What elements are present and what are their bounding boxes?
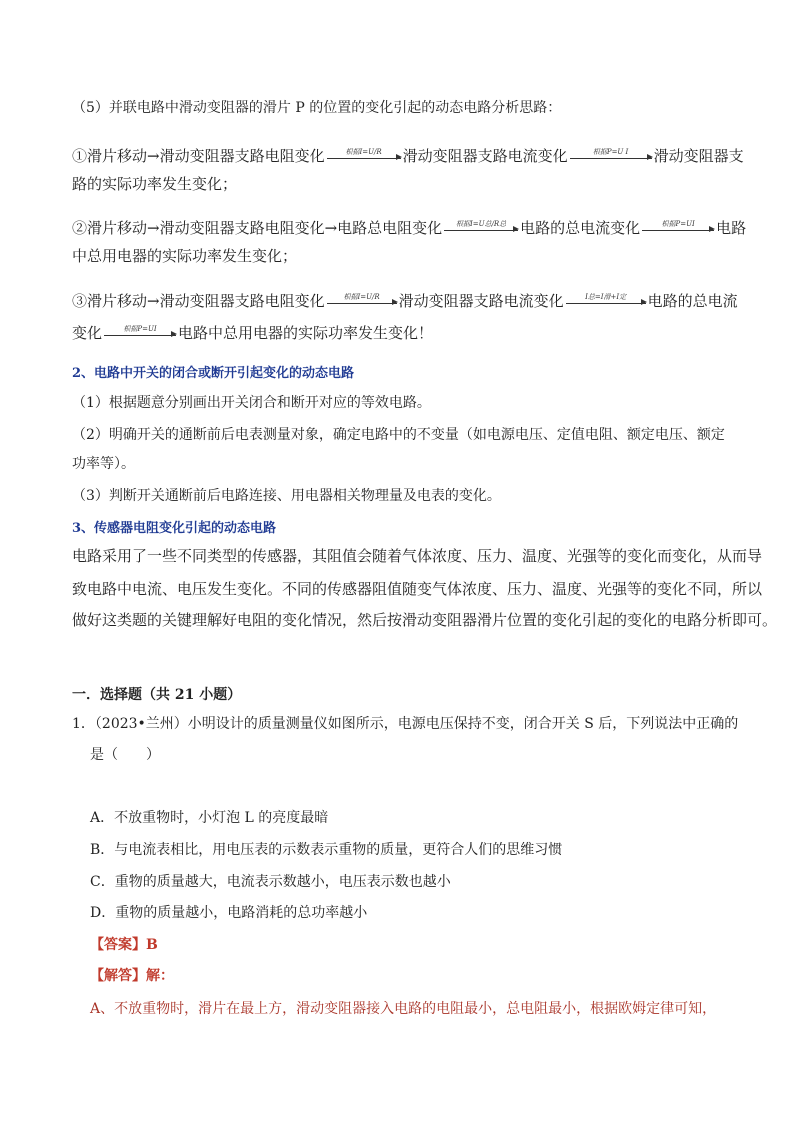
arrow-head-icon bbox=[171, 331, 177, 337]
chain-2-text-b: 电路的总电流变化 bbox=[520, 219, 641, 237]
chain-2-line-2: 中总用电器的实际功率发生变化； bbox=[72, 247, 298, 265]
chain-3-text-b: 滑动变阻器支路电流变化 bbox=[398, 292, 564, 310]
chain-1-line-2: 路的实际功率发生变化； bbox=[72, 175, 238, 193]
arrow-label: 根据P=UI bbox=[123, 324, 157, 333]
arrow-head-icon bbox=[641, 299, 647, 305]
arrow-label: 根据I=U/R bbox=[345, 147, 382, 156]
arrow-head-icon bbox=[392, 299, 398, 305]
quiz-header: 一．选择题（共 21 小题） bbox=[72, 687, 242, 703]
analysis-label: 【解答】解： bbox=[90, 968, 174, 984]
chain-2-arrow-2 bbox=[642, 219, 714, 231]
chain-3-arrow-3 bbox=[104, 324, 176, 336]
section-5-title: （5）并联电路中滑动变阻器的滑片 P 的位置的变化引起的动态电路分析思路： bbox=[72, 100, 562, 116]
question-1-stem-line-2: 是（ ） bbox=[90, 747, 160, 763]
question-1-stem-line-1: 1．（2023•兰州）小明设计的质量测量仪如图所示，电源电压保持不变，闭合开关 S 后，下列说法中正确的 bbox=[72, 716, 739, 732]
arrow-head-icon bbox=[709, 226, 715, 232]
arrow-label: 根据I=U/R bbox=[343, 292, 380, 301]
chain-2-arrow-1 bbox=[444, 219, 518, 231]
option-c: C．重物的质量越大，电流表示数越小，电压表示数也越小 bbox=[90, 874, 451, 890]
explanation-text: A、不放重物时，滑片在最上方，滑动变阻器接入电路的电阻最小，总电阻最小，根据欧姆定律可知， bbox=[90, 1001, 717, 1017]
chain-2-text-c: 电路 bbox=[716, 219, 747, 237]
arrow-head-icon bbox=[396, 154, 402, 160]
chain-1-text-c: 滑动变阻器支 bbox=[653, 147, 744, 165]
section-2-item-2-line-1: （2）明确开关的通断前后电表测量对象，确定电路中的不变量（如电源电压、定值电阻、额定电压、额定 bbox=[72, 427, 725, 443]
chain-3-text-e: 电路中总用电器的实际功率发生变化！ bbox=[178, 324, 434, 342]
chain-3-text-a: ③滑片移动→滑动变阻器支路电阻变化 bbox=[72, 292, 325, 310]
chain-3-line-2 bbox=[72, 323, 433, 343]
option-a: A．不放重物时，小灯泡 L 的亮度最暗 bbox=[90, 810, 329, 826]
arrow-label: 根据P=U I bbox=[592, 147, 629, 156]
chain-3-text-c: 电路的总电流 bbox=[647, 292, 738, 310]
chain-1-arrow-2 bbox=[570, 147, 652, 159]
section-2-item-1: （1）根据题意分别画出开关闭合和断开对应的等效电路。 bbox=[72, 395, 431, 411]
section-3-para-line-2: 致电路中电流、电压发生变化。不同的传感器阻值随变气体浓度、压力、温度、光强等的变化不同，所以 bbox=[72, 580, 763, 598]
chain-3-arrow-2 bbox=[566, 292, 646, 304]
chain-1-text-b: 滑动变阻器支路电流变化 bbox=[402, 147, 568, 165]
chain-3-arrow-1 bbox=[327, 292, 397, 304]
chain-3-line-1 bbox=[72, 291, 738, 311]
section-3-heading: 3、传感器电阻变化引起的动态电路 bbox=[72, 521, 277, 536]
section-2-item-2-line-2: 功率等）。 bbox=[72, 456, 135, 472]
arrow-label: 根据P=UI bbox=[661, 219, 695, 228]
chain-1-arrow-1 bbox=[327, 147, 401, 159]
section-2-item-3: （3）判断开关通断前后电路连接、用电器相关物理量及电表的变化。 bbox=[72, 488, 501, 504]
chain-2-line-1 bbox=[72, 218, 746, 238]
chain-2-text-a: ②滑片移动→滑动变阻器支路电阻变化→电路总电阻变化 bbox=[72, 219, 443, 237]
arrow-label: 根据I=U总/R总 bbox=[456, 219, 507, 228]
arrow-label: I总=I滑+I定 bbox=[585, 292, 627, 301]
arrow-head-icon bbox=[647, 154, 653, 160]
option-d: D．重物的质量越小，电路消耗的总功率越小 bbox=[90, 905, 368, 921]
answer-label: 【答案】B bbox=[90, 937, 158, 953]
option-b: B．与电流表相比，用电压表的示数表示重物的质量，更符合人们的思维习惯 bbox=[90, 842, 563, 858]
chain-1-line-1 bbox=[72, 146, 744, 166]
section-3-para-line-3: 做好这类题的关键理解好电阻的变化情况，然后按滑动变阻器滑片位置的变化引起的变化的电路分析即可。 bbox=[72, 611, 778, 629]
chain-3-text-d: 变化 bbox=[72, 324, 103, 342]
section-3-para-line-1: 电路采用了一些不同类型的传感器，其阻值会随着气体浓度、压力、温度、光强等的变化而变化，从而导 bbox=[72, 547, 763, 565]
section-2-heading: 2、电路中开关的闭合或断开引起变化的动态电路 bbox=[72, 366, 355, 381]
chain-1-text-a: ①滑片移动→滑动变阻器支路电阻变化 bbox=[72, 147, 325, 165]
arrow-head-icon bbox=[513, 226, 519, 232]
